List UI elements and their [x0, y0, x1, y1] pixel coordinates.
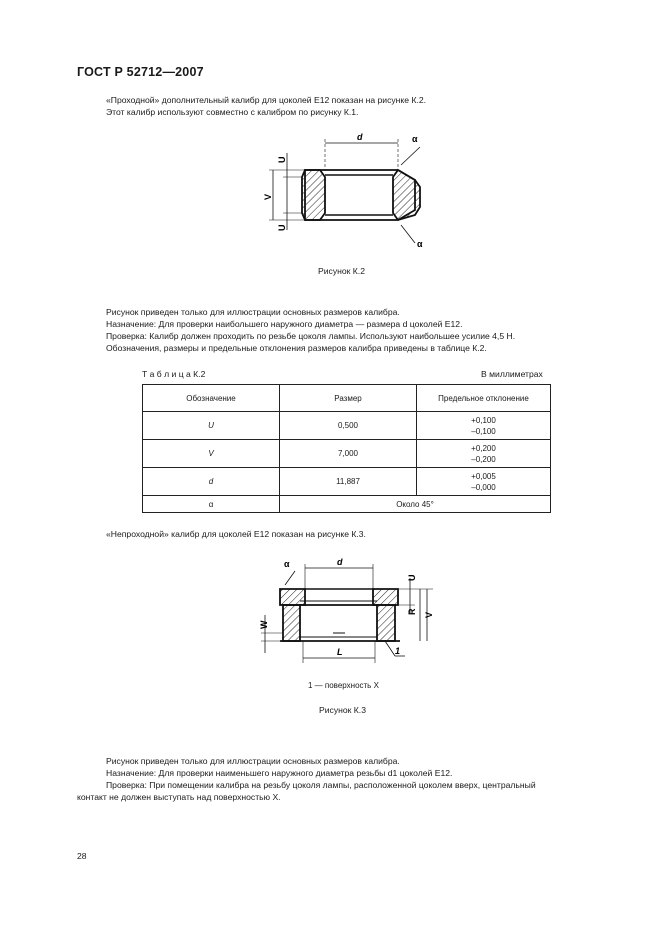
notes-k2-paragraph: Проверка: Калибр должен проходить по резьбе цоколя лампы. Используют наибольшее усилие 4,5 Н. — [106, 331, 516, 341]
k2-label-u-top: U — [277, 156, 287, 163]
k2-label-alpha-bottom: α — [417, 239, 423, 249]
k2-label-alpha-top: α — [412, 134, 418, 144]
table-cell-tolerance — [417, 440, 551, 468]
table-row — [143, 412, 551, 440]
figure-k2-drawing — [265, 125, 435, 255]
k2-label-u-bottom: U — [277, 224, 287, 231]
intro-paragraph: Этот калибр используют совместно с калибром по рисунку К.1. — [106, 107, 359, 117]
k2-label-v: V — [263, 193, 273, 200]
intro-k3-paragraph: «Непроходной» калибр для цоколей Е12 показан на рисунке К.3. — [106, 529, 366, 539]
table-units: В миллиметрах — [481, 369, 543, 379]
k3-label-d: d — [337, 557, 343, 567]
notes-k3-paragraph: Рисунок приведен только для иллюстрации основных размеров калибра. — [106, 756, 400, 766]
table-row — [143, 440, 551, 468]
table-header-row — [143, 385, 551, 412]
table-cell-tolerance — [417, 468, 551, 496]
k3-label-alpha: α — [284, 559, 290, 569]
tolerance-upper: +0,200 — [471, 443, 496, 453]
tolerance-upper: +0,005 — [471, 471, 496, 481]
tolerance-lower: –0,000 — [471, 482, 496, 492]
tolerance-upper: +0,100 — [471, 415, 496, 425]
k3-label-w: W — [259, 620, 269, 629]
table-header-cell: Обозначение — [143, 385, 280, 412]
table-cell-size: 7,000 — [280, 440, 417, 468]
k3-label-v: V — [424, 611, 434, 618]
notes-k3-paragraph: контакт не должен выступать над поверхностью X. — [77, 792, 281, 802]
table-cell-size: 0,500 — [280, 412, 417, 440]
notes-k3-paragraph: Проверка: При помещении калибра на резьбу цоколя лампы, расположенной цоколем вверх, центральный — [106, 780, 536, 790]
tolerance-lower: –0,100 — [471, 426, 496, 436]
notes-k2-paragraph: Назначение: Для проверки наибольшего наружного диаметра — размера d цоколей Е12. — [106, 319, 463, 329]
dimensions-table — [142, 384, 551, 513]
k2-label-d: d — [357, 132, 363, 142]
figure-k3-caption: Рисунок К.3 — [319, 705, 366, 715]
document-header: ГОСТ Р 52712—2007 — [77, 65, 204, 79]
table-row — [143, 468, 551, 496]
figure-k3-legend: 1 — поверхность X — [308, 681, 379, 690]
table-cell-symbol: α — [143, 496, 280, 513]
table-cell-tolerance — [417, 412, 551, 440]
k2-right-wall — [393, 170, 420, 220]
table-cell-size: 11,887 — [280, 468, 417, 496]
intro-paragraph: «Проходной» дополнительный калибр для цоколей Е12 показан на рисунке К.2. — [106, 95, 426, 105]
table-header-cell: Предельное отклонение — [417, 385, 551, 412]
table-cell-symbol: U — [143, 412, 280, 440]
table-cell-symbol: V — [143, 440, 280, 468]
figure-k3-drawing — [255, 553, 445, 668]
notes-k2-paragraph: Обозначения, размеры и предельные отклонения размеров калибра приведены в таблице К.2. — [106, 343, 487, 353]
k2-left-wall — [302, 170, 325, 220]
table-header-cell: Размер — [280, 385, 417, 412]
table-cell-symbol: d — [143, 468, 280, 496]
k3-callout-1: 1 — [395, 646, 401, 656]
k3-label-l: L — [337, 647, 343, 657]
table-caption: Т а б л и ц а К.2 — [142, 369, 206, 379]
page-number: 28 — [77, 851, 87, 861]
k3-label-u: U — [407, 574, 417, 581]
k3-label-r: R — [407, 608, 417, 615]
table-cell-alpha-value: Около 45° — [280, 496, 551, 513]
notes-k3-paragraph: Назначение: Для проверки наименьшего наружного диаметра резьбы d1 цоколей Е12. — [106, 768, 453, 778]
tolerance-lower: –0,200 — [471, 454, 496, 464]
table-row — [143, 496, 551, 513]
figure-k2-caption: Рисунок К.2 — [318, 266, 365, 276]
notes-k2-paragraph: Рисунок приведен только для иллюстрации основных размеров калибра. — [106, 307, 400, 317]
